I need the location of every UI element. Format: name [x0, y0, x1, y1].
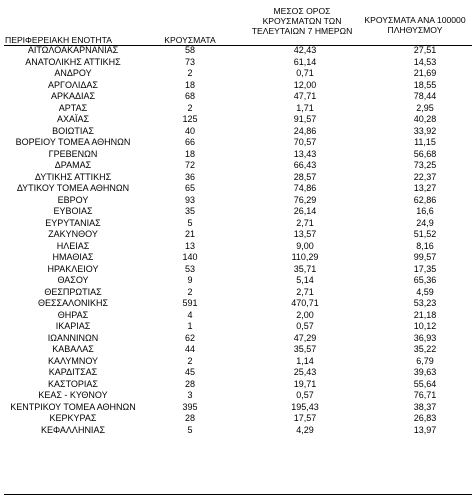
header-avg-line-1: ΜΕΣΟΣ ΟΡΟΣ	[273, 6, 331, 16]
cell-region[interactable]: ΗΡΑΚΛΕΙΟΥ	[47, 263, 99, 274]
header-cases-per-100k[interactable]	[358, 15, 472, 35]
table-row[interactable]	[0, 149, 472, 161]
cell-region[interactable]: ΚΕΝΤΡΙΚΟΥ ΤΟΜΕΑ ΑΘΗΝΩΝ	[10, 401, 136, 412]
cell-per-100k[interactable]: 2,95	[416, 102, 434, 113]
cell-region[interactable]: ΕΥΒΟΙΑΣ	[53, 206, 93, 216]
cell-per-100k[interactable]: 17,35	[413, 263, 437, 274]
table-row[interactable]	[0, 390, 472, 402]
cell-avg-7-days[interactable]: 2,71	[296, 286, 314, 297]
cell-cases[interactable]: 21	[184, 229, 195, 239]
cell-cases[interactable]: 65	[184, 183, 195, 193]
cell-avg-7-days[interactable]: 26,14	[293, 206, 317, 216]
cell-region[interactable]: ΘΑΣΟΥ	[57, 275, 89, 285]
cell-avg-7-days[interactable]: 4,29	[296, 424, 314, 435]
table-row[interactable]	[0, 68, 472, 80]
cell-region[interactable]: ΔΡΑΜΑΣ	[54, 160, 92, 170]
cell-per-100k[interactable]: 78,44	[413, 91, 437, 101]
cell-per-100k[interactable]: 65,36	[413, 275, 437, 285]
cell-avg-7-days[interactable]: 0,71	[296, 68, 314, 78]
cell-avg-7-days[interactable]: 24,86	[293, 125, 317, 136]
cell-per-100k[interactable]: 99,57	[413, 252, 437, 262]
cell-cases[interactable]: 44	[184, 344, 195, 354]
cell-region[interactable]: ΒΟΙΩΤΙΑΣ	[52, 125, 94, 136]
table-row[interactable]	[0, 252, 472, 264]
cell-region[interactable]: ΘΕΣΠΡΩΤΙΑΣ	[44, 286, 102, 297]
cell-avg-7-days[interactable]: 76,29	[293, 194, 317, 205]
cell-avg-7-days[interactable]: 470,71	[291, 298, 319, 308]
table-row[interactable]	[0, 298, 472, 310]
cell-avg-7-days[interactable]: 35,71	[293, 263, 317, 274]
cell-per-100k[interactable]: 33,92	[413, 125, 437, 136]
header-avg-line-3: ΤΕΛΕΥΤΑΙΩΝ 7 ΗΜΕΡΩΝ	[251, 26, 353, 36]
cell-avg-7-days[interactable]: 13,57	[293, 229, 317, 239]
cell-cases[interactable]: 40	[184, 125, 195, 136]
table-row[interactable]	[0, 126, 472, 138]
cell-region[interactable]: ΚΕΡΚΥΡΑΣ	[49, 413, 97, 423]
cell-region[interactable]: ΚΑΡΔΙΤΣΑΣ	[48, 367, 98, 377]
cell-avg-7-days[interactable]: 0,57	[296, 390, 314, 400]
cell-region[interactable]: ΓΡΕΒΕΝΩΝ	[48, 148, 98, 159]
cell-per-100k[interactable]: 39,63	[413, 367, 437, 377]
table-row[interactable]	[0, 264, 472, 276]
cell-avg-7-days[interactable]: 28,57	[293, 171, 317, 182]
cell-avg-7-days[interactable]: 47,29	[293, 332, 317, 343]
cell-per-100k[interactable]: 35,22	[413, 344, 437, 354]
cell-cases[interactable]: 53	[184, 263, 195, 274]
cell-avg-7-days[interactable]: 195,43	[291, 401, 319, 412]
cell-cases[interactable]: 9	[187, 275, 193, 285]
header-avg-line-2: ΚΡΟΥΣΜΑΤΩΝ ΤΩΝ	[262, 16, 342, 26]
cell-region[interactable]: ΚΑΣΤΟΡΙΑΣ	[48, 378, 98, 389]
cell-cases[interactable]: 73	[184, 56, 195, 67]
cell-region[interactable]: ΔΥΤΙΚΟΥ ΤΟΜΕΑ ΑΘΗΝΩΝ	[16, 183, 130, 193]
cell-avg-7-days[interactable]: 9,00	[296, 240, 314, 251]
table-row[interactable]	[0, 402, 472, 414]
cell-region[interactable]: ΚΑΛΥΜΝΟΥ	[47, 355, 99, 366]
cell-per-100k[interactable]: 53,23	[413, 298, 437, 308]
cell-avg-7-days[interactable]: 61,14	[293, 56, 317, 67]
table-row[interactable]	[0, 160, 472, 172]
table-row[interactable]	[0, 356, 472, 368]
cell-cases[interactable]: 5	[187, 424, 193, 435]
cell-region[interactable]: ΑΡΚΑΔΙΑΣ	[50, 91, 96, 101]
cell-cases[interactable]: 5	[187, 217, 193, 228]
cell-per-100k[interactable]: 26,83	[413, 413, 437, 423]
cell-region[interactable]: ΚΕΦΑΛΛΗΝΙΑΣ	[40, 424, 106, 435]
cell-region[interactable]: ΘΗΡΑΣ	[57, 309, 89, 320]
cell-region[interactable]: ΗΜΑΘΙΑΣ	[52, 252, 94, 262]
cell-per-100k[interactable]: 21,69	[413, 68, 437, 78]
table-row[interactable]	[0, 80, 472, 92]
table-row[interactable]	[0, 275, 472, 287]
table-row[interactable]	[0, 367, 472, 379]
cell-per-100k[interactable]: 13,27	[413, 183, 437, 193]
cell-per-100k[interactable]: 22,37	[413, 171, 437, 182]
cell-per-100k[interactable]: 16,6	[416, 206, 434, 216]
header-region[interactable]	[5, 35, 130, 45]
cell-per-100k[interactable]: 55,64	[413, 378, 437, 389]
table-row[interactable]	[0, 195, 472, 207]
cell-avg-7-days[interactable]: 74,86	[293, 183, 317, 193]
cell-cases[interactable]: 1	[187, 321, 193, 331]
table-row[interactable]	[0, 91, 472, 103]
cell-cases[interactable]: 35	[184, 206, 195, 216]
cell-cases[interactable]: 72	[184, 160, 195, 170]
cell-avg-7-days[interactable]: 5,14	[296, 275, 314, 285]
header-cases-line: ΚΡΟΥΣΜΑΤΑ	[164, 35, 216, 45]
cell-avg-7-days[interactable]: 0,57	[296, 321, 314, 331]
cell-region[interactable]: ΕΥΡΥΤΑΝΙΑΣ	[45, 217, 101, 228]
cell-cases[interactable]: 2	[187, 355, 193, 366]
cell-cases[interactable]: 66	[184, 137, 195, 147]
cell-per-100k[interactable]: 36,93	[413, 332, 437, 343]
cell-cases[interactable]: 68	[184, 91, 195, 101]
cell-region[interactable]: ΑΙΤΩΛΟΑΚΑΡΝΑΝΙΑΣ	[27, 45, 119, 55]
cell-region[interactable]: ΔΥΤΙΚΗΣ ΑΤΤΙΚΗΣ	[34, 171, 112, 182]
cell-cases[interactable]: 58	[184, 45, 195, 55]
table-row[interactable]	[0, 321, 472, 333]
cell-region[interactable]: ΗΛΕΙΑΣ	[56, 240, 90, 251]
cell-per-100k[interactable]: 73,25	[413, 160, 437, 170]
table-row[interactable]	[0, 425, 472, 437]
table-row[interactable]	[0, 287, 472, 299]
cell-per-100k[interactable]: 40,28	[413, 114, 437, 124]
table-row[interactable]	[0, 172, 472, 184]
cell-avg-7-days[interactable]: 1,71	[296, 102, 314, 113]
cell-avg-7-days[interactable]: 35,57	[293, 344, 317, 354]
cell-cases[interactable]: 62	[184, 332, 195, 343]
table-row[interactable]	[0, 218, 472, 230]
table-row[interactable]	[0, 310, 472, 322]
cell-per-100k[interactable]: 62,86	[413, 194, 437, 205]
cell-per-100k[interactable]: 10,12	[413, 321, 437, 331]
cell-cases[interactable]: 45	[184, 367, 195, 377]
table-row[interactable]	[0, 344, 472, 356]
cell-avg-7-days[interactable]: 2,00	[296, 309, 314, 320]
header-per100k-line-1: ΚΡΟΥΣΜΑΤΑ ΑΝΑ 100000	[364, 15, 466, 25]
cell-per-100k[interactable]: 14,53	[413, 56, 437, 67]
cell-region[interactable]: ΑΡΤΑΣ	[58, 102, 88, 113]
cell-cases[interactable]: 125	[182, 114, 198, 124]
cell-avg-7-days[interactable]: 110,29	[291, 252, 319, 262]
cell-cases[interactable]: 3	[187, 390, 193, 400]
cell-avg-7-days[interactable]: 47,71	[293, 91, 317, 101]
header-cases[interactable]	[150, 35, 230, 45]
cell-per-100k[interactable]: 21,18	[413, 309, 437, 320]
cell-per-100k[interactable]: 24,9	[416, 217, 434, 228]
cell-region[interactable]: ΘΕΣΣΑΛΟΝΙΚΗΣ	[37, 298, 109, 308]
table-row[interactable]	[0, 45, 472, 57]
cell-cases[interactable]: 13	[184, 240, 195, 251]
table-row[interactable]	[0, 137, 472, 149]
cell-per-100k[interactable]: 6,79	[416, 355, 434, 366]
cell-per-100k[interactable]: 76,71	[413, 390, 437, 400]
cell-avg-7-days[interactable]: 25,43	[293, 367, 317, 377]
cell-per-100k[interactable]: 8,16	[416, 240, 434, 251]
cell-cases[interactable]: 591	[182, 298, 198, 308]
table-row[interactable]	[0, 183, 472, 195]
header-region-line: ΠΕΡΙΦΕΡΕΙΑΚΗ ΕΝΟΤΗΤΑ	[5, 35, 112, 45]
cell-region[interactable]: ΑΝΑΤΟΛΙΚΗΣ ΑΤΤΙΚΗΣ	[25, 56, 121, 67]
cell-per-100k[interactable]: 56,68	[413, 148, 437, 159]
cell-cases[interactable]: 28	[184, 378, 195, 389]
cell-avg-7-days[interactable]: 17,57	[293, 413, 317, 423]
cell-cases[interactable]: 36	[184, 171, 195, 182]
cell-avg-7-days[interactable]: 42,43	[293, 45, 317, 55]
cell-avg-7-days[interactable]: 19,71	[293, 378, 317, 389]
cell-region[interactable]: ΖΑΚΥΝΘΟΥ	[48, 229, 98, 239]
cell-avg-7-days[interactable]: 91,57	[293, 114, 317, 124]
cell-per-100k[interactable]: 38,37	[413, 401, 437, 412]
cell-avg-7-days[interactable]: 12,00	[293, 79, 317, 90]
table-row[interactable]	[0, 103, 472, 115]
table-row[interactable]	[0, 379, 472, 391]
cell-cases[interactable]: 395	[182, 401, 198, 412]
cell-region[interactable]: ΚΑΒΑΛΑΣ	[52, 344, 94, 354]
table-row[interactable]	[0, 413, 472, 425]
cell-avg-7-days[interactable]: 66,43	[293, 160, 317, 170]
cell-region[interactable]: ΚΕΑΣ - ΚΥΘΝΟΥ	[38, 390, 108, 400]
cell-cases[interactable]: 18	[184, 148, 195, 159]
cell-avg-7-days[interactable]: 1,14	[296, 355, 314, 366]
header-avg-7-days[interactable]	[237, 6, 367, 36]
table-row[interactable]	[0, 333, 472, 345]
table-row[interactable]	[0, 241, 472, 253]
cell-region[interactable]: ΑΧΑΪΑΣ	[56, 114, 90, 124]
cell-cases[interactable]: 18	[184, 79, 195, 90]
cell-region[interactable]: ΒΟΡΕΙΟΥ ΤΟΜΕΑ ΑΘΗΝΩΝ	[15, 137, 131, 147]
header-per100k-line-2: ΠΛΗΘΥΣΜΟΥ	[387, 25, 443, 35]
cell-cases[interactable]: 140	[182, 252, 198, 262]
cell-per-100k[interactable]: 51,52	[413, 229, 437, 239]
table-row[interactable]	[0, 114, 472, 126]
cell-per-100k[interactable]: 13,97	[413, 424, 437, 435]
cell-cases[interactable]: 2	[187, 286, 193, 297]
cell-per-100k[interactable]: 18,55	[413, 79, 437, 90]
cell-per-100k[interactable]: 27,51	[413, 45, 437, 55]
cell-avg-7-days[interactable]: 13,43	[293, 148, 317, 159]
cell-region[interactable]: ΕΒΡΟΥ	[57, 194, 89, 205]
cell-region[interactable]: ΑΝΔΡΟΥ	[54, 68, 92, 78]
cell-cases[interactable]: 4	[187, 309, 193, 320]
cell-region[interactable]: ΙΩΑΝΝΙΝΩΝ	[47, 332, 99, 343]
table-row[interactable]	[0, 57, 472, 69]
cell-per-100k[interactable]: 11,15	[414, 137, 436, 147]
cell-per-100k[interactable]: 4,59	[416, 286, 434, 297]
cell-avg-7-days[interactable]: 2,71	[296, 217, 314, 228]
cell-cases[interactable]: 28	[184, 413, 195, 423]
cell-avg-7-days[interactable]: 70,57	[293, 137, 317, 147]
cell-cases[interactable]: 93	[184, 194, 195, 205]
table-row[interactable]	[0, 229, 472, 241]
cell-cases[interactable]: 2	[187, 102, 193, 113]
cell-region[interactable]: ΙΚΑΡΙΑΣ	[55, 321, 91, 331]
cell-cases[interactable]: 2	[187, 68, 193, 78]
cell-region[interactable]: ΑΡΓΟΛΙΔΑΣ	[48, 79, 98, 90]
table-row[interactable]	[0, 206, 472, 218]
